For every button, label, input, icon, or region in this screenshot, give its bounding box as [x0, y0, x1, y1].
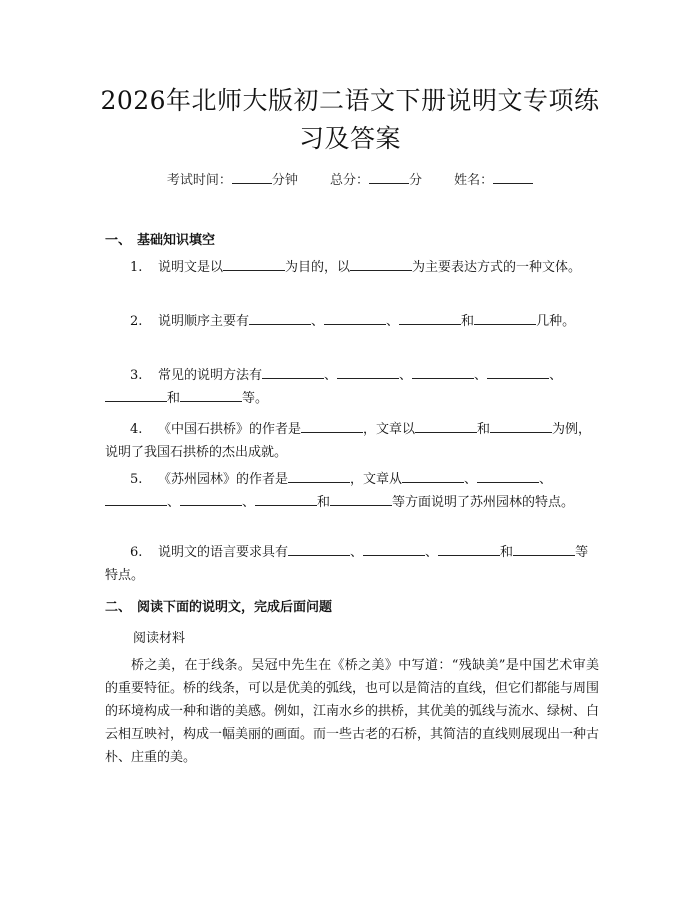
- question-text: 说明顺序主要有: [158, 314, 250, 329]
- student-name-label: 姓名：: [454, 173, 494, 188]
- answer-blank[interactable]: [337, 365, 399, 379]
- separator: 、: [350, 545, 364, 560]
- page-title: 2026年北师大版初二语文下册说明文专项练习及答案: [100, 86, 600, 153]
- answer-blank[interactable]: [402, 469, 464, 483]
- question-text: 等方面说明了苏州园林的特点。: [392, 495, 575, 510]
- student-name-blank[interactable]: [493, 171, 533, 184]
- question-number: 4.: [130, 422, 143, 437]
- reading-material-label: 阅读材料: [133, 631, 186, 646]
- separator: 、: [425, 545, 439, 560]
- question-text: 说明文是以: [158, 260, 224, 275]
- question-2: [105, 310, 599, 333]
- separator: 、: [386, 314, 400, 329]
- section-1-title: 基础知识填空: [137, 233, 216, 248]
- question-text: 为目的，以: [285, 260, 351, 275]
- question-number: 1.: [130, 260, 143, 275]
- answer-blank[interactable]: [415, 419, 477, 433]
- answer-blank[interactable]: [438, 542, 500, 556]
- question-text: 《苏州园林》的作者是: [158, 472, 289, 487]
- answer-blank[interactable]: [363, 542, 425, 556]
- answer-blank[interactable]: [288, 469, 350, 483]
- answer-blank[interactable]: [412, 365, 474, 379]
- answer-blank[interactable]: [180, 492, 242, 506]
- exam-info-line: [0, 169, 700, 188]
- question-number: 3.: [130, 368, 143, 383]
- answer-blank[interactable]: [487, 365, 549, 379]
- question-number: 5.: [130, 472, 143, 487]
- total-score: [330, 169, 422, 188]
- question-text: ，文章从: [350, 472, 403, 487]
- total-score-unit: 分: [409, 173, 423, 188]
- separator: 、: [549, 368, 563, 383]
- section-2-number: 二、: [105, 600, 132, 615]
- separator: 、: [464, 472, 478, 487]
- student-name: [454, 169, 533, 188]
- separator: 、: [167, 495, 181, 510]
- question-number: 2.: [130, 314, 143, 329]
- question-5: [105, 468, 599, 514]
- question-text: 为主要表达方式的一种文体。: [412, 260, 582, 275]
- total-score-label: 总分：: [329, 173, 369, 188]
- section-2-heading: [105, 596, 332, 615]
- reading-passage: 桥之美，在于线条。吴冠中先生在《桥之美》中写道：“残缺美”是中国艺术审美的重要特征。桥的线条，可以是优美的弧线，也可以是简洁的直线，但它们都能与周围的环境构成一种和谐的美感。例如，江南水乡的拱桥，其优美的弧线与流水、绿树、白云相互映衬，构成一幅美丽的画面。而一些古老的石桥，其简洁的直线则展现出一种古朴、庄重的美。: [105, 658, 600, 765]
- question-6: [105, 541, 599, 587]
- separator: 、: [311, 314, 325, 329]
- exam-time-blank[interactable]: [232, 171, 272, 184]
- question-text: ，文章以: [363, 422, 416, 437]
- exam-time-unit: 分钟: [271, 173, 298, 188]
- question-text: 等特点。: [105, 545, 589, 583]
- answer-blank[interactable]: [301, 419, 363, 433]
- answer-blank[interactable]: [223, 257, 285, 271]
- exam-time: [167, 169, 298, 188]
- answer-blank[interactable]: [330, 492, 392, 506]
- total-score-blank[interactable]: [369, 171, 409, 184]
- answer-blank[interactable]: [350, 257, 412, 271]
- answer-blank[interactable]: [105, 388, 167, 402]
- section-1-number: 一、: [105, 233, 132, 248]
- conjunction: 和: [317, 495, 331, 510]
- exam-time-label: 考试时间：: [166, 173, 232, 188]
- question-number: 6.: [130, 545, 143, 560]
- answer-blank[interactable]: [399, 311, 461, 325]
- answer-blank[interactable]: [324, 311, 386, 325]
- section-1-heading: [105, 229, 215, 248]
- separator: 、: [242, 495, 256, 510]
- separator: 、: [539, 472, 553, 487]
- question-text: 常见的说明方法有: [158, 368, 263, 383]
- separator: 、: [324, 368, 338, 383]
- question-text: 《中国石拱桥》的作者是: [158, 422, 302, 437]
- answer-blank[interactable]: [262, 365, 324, 379]
- separator: 、: [474, 368, 488, 383]
- question-text: 等。: [242, 391, 269, 406]
- question-3: [105, 364, 599, 410]
- section-2-title: 阅读下面的说明文，完成后面问题: [137, 600, 333, 615]
- answer-blank[interactable]: [513, 542, 575, 556]
- answer-blank[interactable]: [477, 469, 539, 483]
- conjunction: 和: [500, 545, 514, 560]
- answer-blank[interactable]: [255, 492, 317, 506]
- answer-blank[interactable]: [490, 419, 552, 433]
- question-text: 说明文的语言要求具有: [158, 545, 289, 560]
- question-4: [105, 418, 599, 464]
- conjunction: 和: [461, 314, 475, 329]
- question-1: [105, 256, 599, 279]
- separator: 、: [399, 368, 413, 383]
- answer-blank[interactable]: [288, 542, 350, 556]
- answer-blank[interactable]: [474, 311, 536, 325]
- answer-blank[interactable]: [180, 388, 242, 402]
- conjunction: 和: [477, 422, 491, 437]
- answer-blank[interactable]: [105, 492, 167, 506]
- question-text: 为例，说明了我国石拱桥的杰出成就。: [105, 422, 592, 460]
- conjunction: 和: [167, 391, 181, 406]
- answer-blank[interactable]: [249, 311, 311, 325]
- question-text: 几种。: [536, 314, 576, 329]
